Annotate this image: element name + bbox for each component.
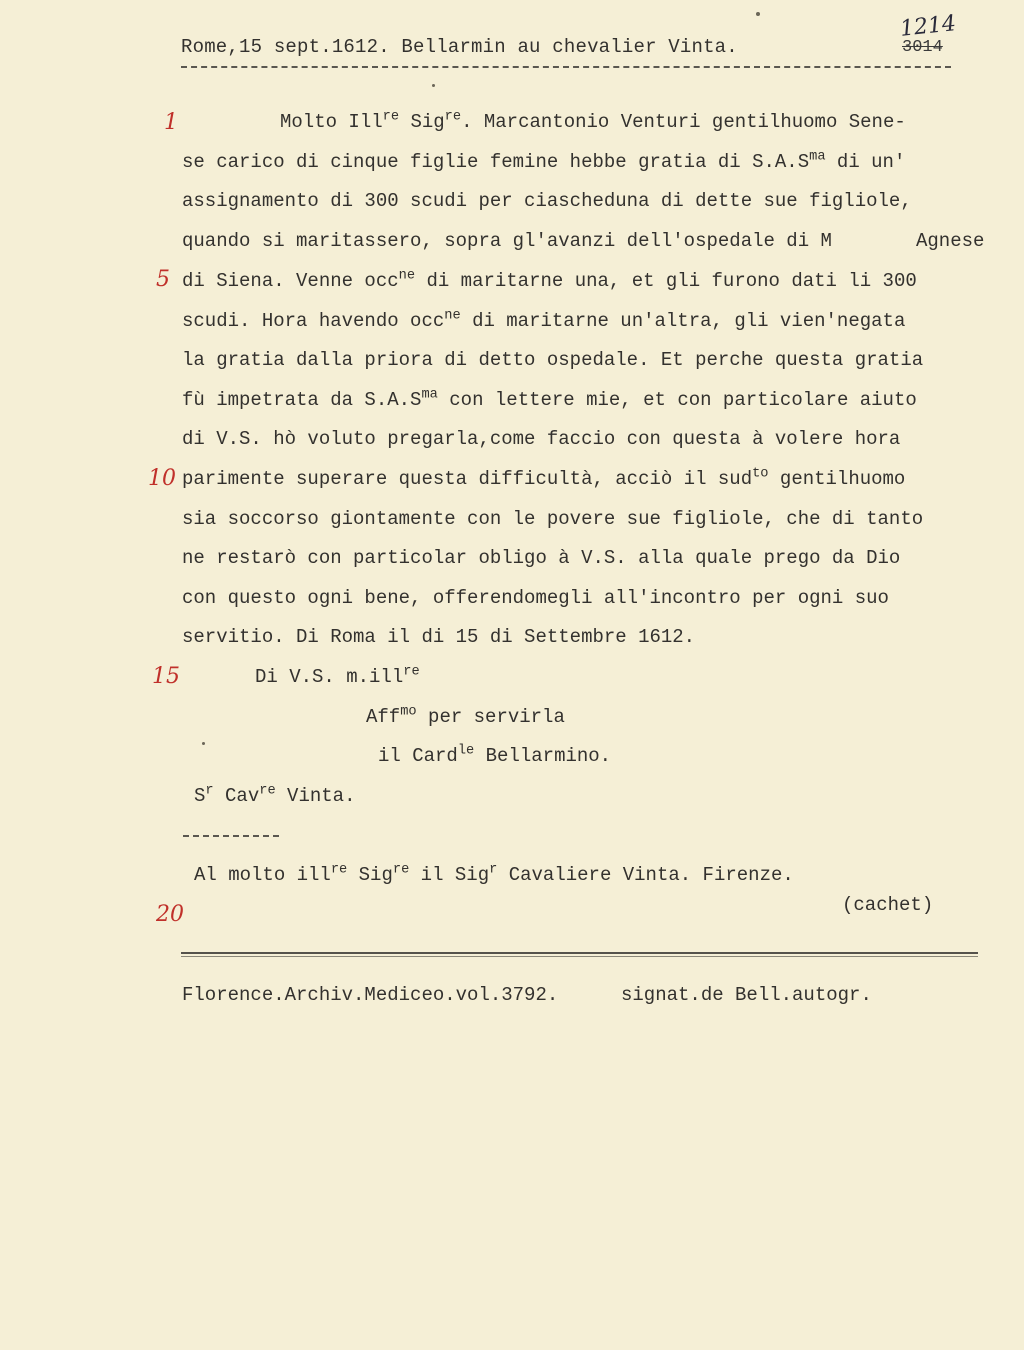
folio-number: 1214 — [898, 11, 958, 42]
letter-line: se carico di cinque figlie femine hebbe gratia di $S.A.S^{ma}$ di un' — [182, 149, 906, 173]
document-header: Rome,15 sept.1612. Bellarmin au chevalier Vinta. — [181, 36, 738, 58]
margin-number-10: 10 — [148, 466, 176, 491]
header-rule — [181, 66, 951, 68]
closing-formula: Aff$^{mo}$ per servirla — [366, 704, 565, 728]
source-reference: Florence.Archiv.Mediceo.vol.3792. — [182, 984, 559, 1006]
cachet-note: (cachet) — [842, 894, 934, 916]
letter-line: la gratia dalla priora di detto ospedale. Et perche questa gratia — [182, 349, 924, 371]
letter-line: quando si maritassero, sopra gl'avanzi dell'ospedale di M Agnese — [182, 230, 985, 252]
margin-number-20: 20 — [156, 902, 184, 927]
letter-line: scudi. Hora havendo occ$^{ne}$ di maritarne un'altra, gli vien'negata — [182, 308, 906, 332]
letter-line: Molto Ill$^{re}$ Sig$^{re}$. Marcantonio Venturi gentilhuomo Sene- — [280, 109, 906, 133]
paper-speck — [202, 742, 205, 745]
letter-line: parimente superare questa difficultà, acciò il sud$^{to}$ gentilhuomo — [182, 466, 906, 490]
recipient-line: $S^r$ Cav$^{re}$ Vinta. — [194, 783, 356, 807]
section-divider — [183, 835, 279, 837]
footer-rule — [181, 952, 978, 954]
paper-speck — [432, 84, 435, 87]
signature-note: signat.de Bell.autogr. — [621, 984, 872, 1006]
address-line: Al molto ill$^{re}$ Sig$^{re}$ il Sig$^r$ Cavaliere Vinta. Firenze. — [194, 862, 794, 886]
paper-speck — [756, 12, 760, 16]
margin-number-5: 5 — [156, 267, 170, 292]
signature-line: il Card$^{le}$ Bellarmino. — [378, 743, 612, 767]
margin-number-15: 15 — [152, 664, 180, 689]
letter-line: assignamento di 300 scudi per ciascheduna di dette sue figliole, — [182, 190, 912, 212]
margin-number-1: 1 — [164, 110, 178, 135]
letter-line: di V.S. hò voluto pregarla,come faccio con questa à volere hora — [182, 428, 901, 450]
footer-rule-underline — [181, 956, 978, 957]
closing-salutation: Di V.S. m.ill$^{re}$ — [255, 664, 420, 688]
letter-line: fù impetrata da $S.A.S^{ma}$ con lettere mie, et con particolare aiuto — [182, 387, 917, 411]
folio-number-old: 3014 — [902, 38, 943, 57]
letter-line: servitio. Di Roma il di 15 di Settembre 1612. — [182, 626, 696, 648]
letter-line: ne restarò con particolar obligo à V.S. alla quale prego da Dio — [182, 547, 901, 569]
letter-line: con questo ogni bene, offerendomegli all'incontro per ogni suo — [182, 587, 889, 609]
letter-line: sia soccorso giontamente con le povere sue figliole, che di tanto — [182, 508, 924, 530]
letter-line: di Siena. Venne occ$^{ne}$ di maritarne una, et gli furono dati li 300 — [182, 268, 917, 292]
